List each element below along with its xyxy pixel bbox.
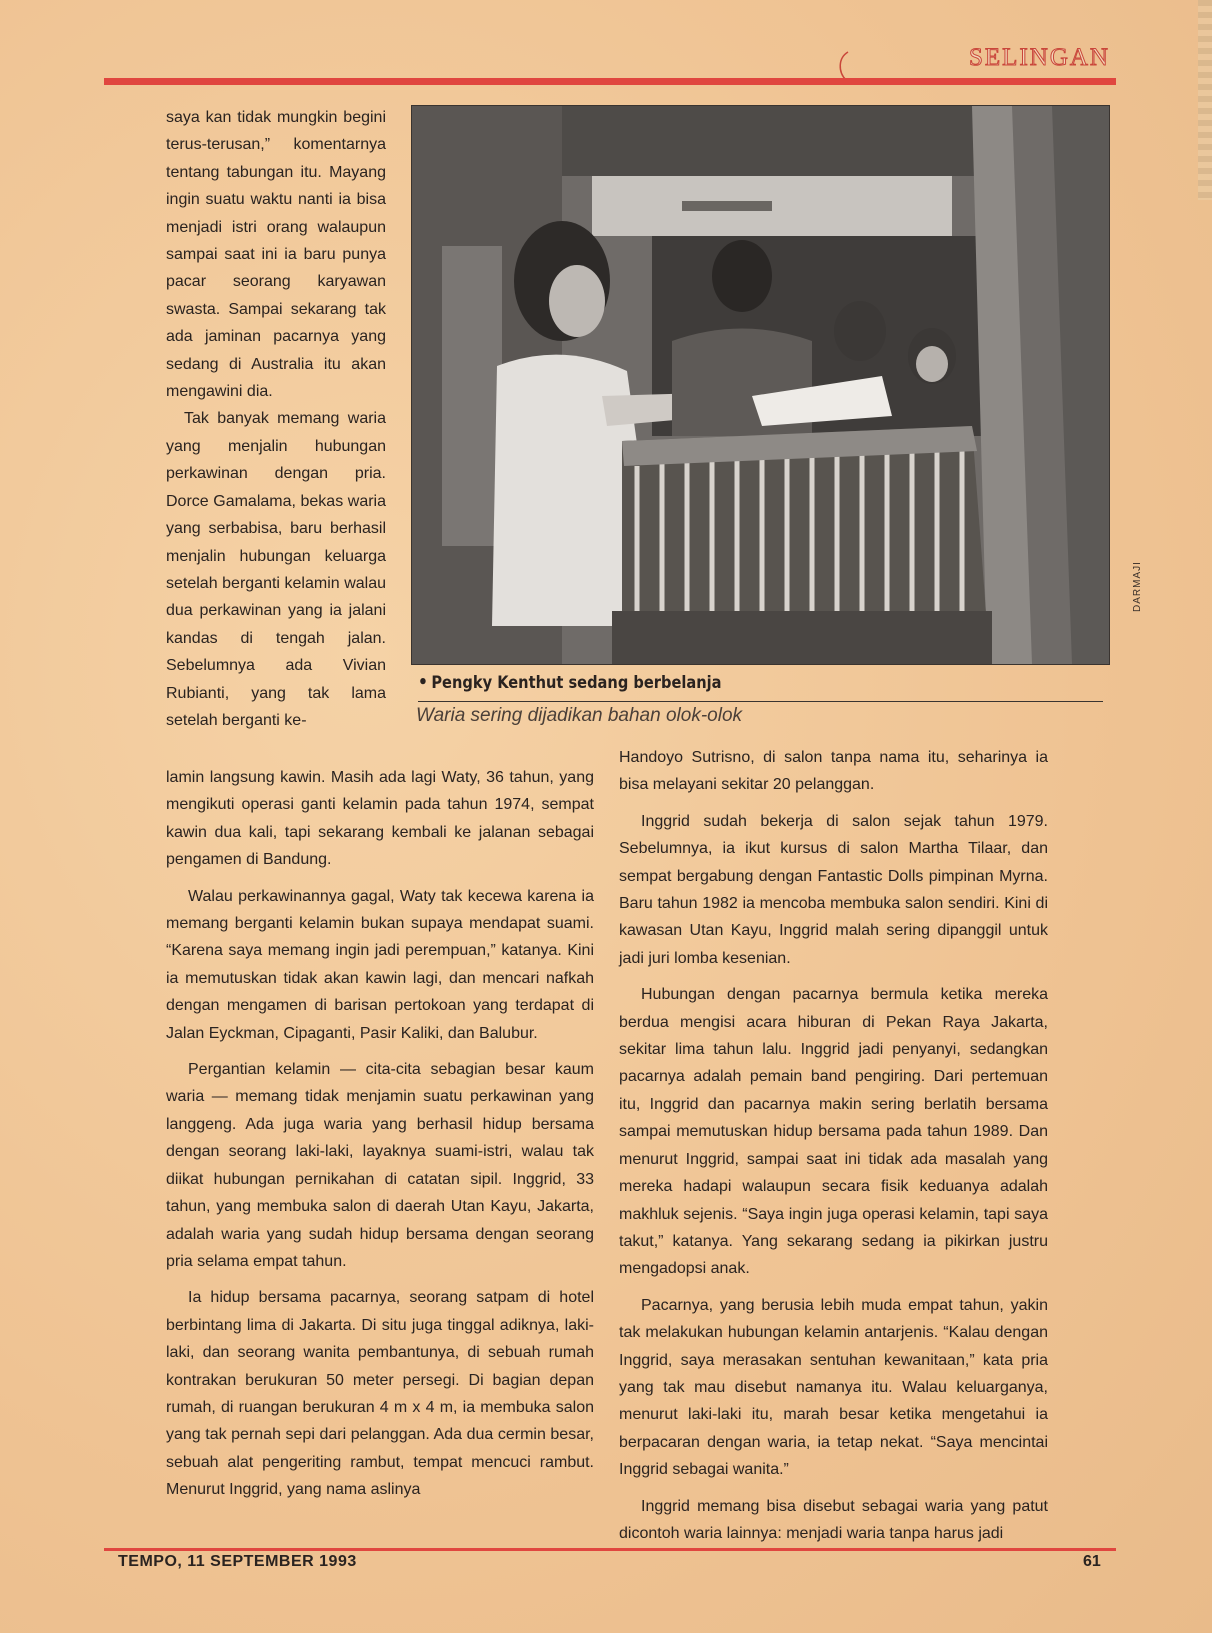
section-label: SELINGAN: [969, 44, 1110, 71]
photo-illustration: [412, 106, 1109, 664]
paragraph: Inggrid memang bisa disebut sebagai waria yang patut dicontoh waria lainnya: menjadi waria tanpa harus jadi: [619, 1497, 1048, 1542]
paragraph: lamin langsung kawin. Masih ada lagi Waty, 36 tahun, yang mengikuti operasi ganti kelamin pada tahun 1974, sempat kawin dua kali, tapi sekarang kembali ke jalanan sebagai pengamen di Bandung.: [166, 769, 594, 869]
paragraph: saya kan tidak mungkin begini terus-terusan,” komentarnya tentang tabungan itu. Mayang ingin suatu waktu nanti ia bisa menjadi istri orang walaupun sampai saat ini ia baru punya pacar seorang karyawan swasta. Sampai sekarang tak ada jaminan pacarnya yang sedang di Australia itu akan mengawini dia.: [166, 109, 386, 401]
article-photo: [411, 105, 1110, 665]
top-rule: [104, 78, 1116, 85]
page-edge-decoration: [1198, 0, 1212, 200]
caption-rule: [418, 701, 1103, 702]
paragraph: Ia hidup bersama pacarnya, seorang satpam di hotel berbintang lima di Jakarta. Di situ juga tinggal adiknya, laki-laki, dan seorang wanita pembantunya, di sebuah rumah kontrakan berukuran 50 meter persegi. Di bagian depan rumah, di ruangan berukuran 4 m x 4 m, ia membuka salon yang tak pernah sepi dari pelanggan. Ada dua cermin besar, sebuah alat pengeriting rambut, tempat mencuci rambut. Menurut Inggrid, yang nama aslinya: [166, 1289, 594, 1499]
paragraph: Handoyo Sutrisno, di salon tanpa nama itu, seharinya ia bisa melayani sekitar 20 pelanggan.: [619, 749, 1048, 794]
article-column-left: [166, 764, 594, 1513]
photo-caption-title: [418, 672, 722, 693]
paragraph: Tak banyak memang waria yang menjalin hubungan perkawinan dengan pria. Dorce Gamalama, bekas waria yang serbabisa, baru berhasil menjalin hubungan keluarga setelah berganti kelamin walau dua perkawinan yang ia jalani kandas di tengah jalan. Sebelumnya ada Vivian Rubianti, yang tak lama setelah berganti ke-: [166, 410, 386, 729]
paragraph: Pergantian kelamin — cita-cita sebagian besar kaum waria — memang tidak menjamin suatu perkawinan yang langgeng. Ada juga waria yang berhasil hidup bersama dengan seorang laki-laki, layaknya suami-istri, walau tak diikat hubungan pernikahan di catatan sipil. Inggrid, 33 tahun, yang membuka salon di daerah Utan Kayu, Jakarta, adalah waria yang sudah hidup bersama dengan seorang pria selama empat tahun.: [166, 1061, 594, 1270]
bottom-rule: [104, 1548, 1116, 1551]
article-column-left-top: [166, 104, 386, 734]
photo-credit: DARMAJI: [1132, 561, 1143, 612]
article-column-right: [619, 744, 1048, 1556]
page-number: 61: [1083, 1553, 1101, 1570]
bullet-icon: •: [418, 672, 428, 693]
paragraph: Pacarnya, yang berusia lebih muda empat tahun, yakin tak melakukan hubungan kelamin antarjenis. “Kalau dengan Inggrid, saya merasakan sentuhan kewanitaan,” kata pria yang tak mau disebut namanya itu. Walau keluarganya, menurut laki-laki itu, marah besar ketika mengetahui ia berpacaran dengan waria, ia tetap nekat. “Saya mencintai Inggrid sebagai wanita.”: [619, 1296, 1048, 1479]
paragraph: Walau perkawinannya gagal, Waty tak kecewa karena ia memang berganti kelamin bukan supaya mendapat suami. “Karena saya memang ingin jadi perempuan,” katanya. Kini ia memutuskan tidak akan kawin lagi, dan mencari nafkah dengan mengamen di barisan pertokoan yang terdapat di Jalan Eyckman, Cipaganti, Pasir Kaliki, dan Balubur.: [166, 887, 594, 1042]
paragraph: Inggrid sudah bekerja di salon sejak tahun 1979. Sebelumnya, ia ikut kursus di salon Martha Tilaar, dan sempat bergabung dengan Fantastic Dolls pimpinan Myrna. Baru tahun 1982 ia mencoba membuka salon sendiri. Kini di kawasan Utan Kayu, Inggrid malah sering dipanggil untuk jadi juri lomba kesenian.: [619, 812, 1048, 967]
photo-caption-subtitle: Waria sering dijadikan bahan olok-olok: [416, 705, 743, 726]
paragraph: Hubungan dengan pacarnya bermula ketika mereka berdua mengisi acara hiburan di Pekan Raya Jakarta, sekitar lima tahun lalu. Inggrid jadi penyanyi, sedangkan pacarnya adalah pemain band pengiring. Dari pertemuan itu, Inggrid dan pacarnya makin sering berlatih bersama sampai memutuskan hidup bersama pada tahun 1989. Dan menurut Inggrid, sampai saat ini tidak ada masalah yang mereka hadapi walaupun secara fisik keduanya adalah makhluk sejenis. “Saya ingin juga operasi kelamin, tapi saya takut,” katanya. Yang sekarang sedang ia pikirkan justru mengadopsi anak.: [619, 986, 1048, 1278]
photo-caption-title-text: Pengky Kenthut sedang berbelanja: [431, 673, 722, 693]
publication-footer: TEMPO, 11 SEPTEMBER 1993: [118, 1553, 357, 1570]
